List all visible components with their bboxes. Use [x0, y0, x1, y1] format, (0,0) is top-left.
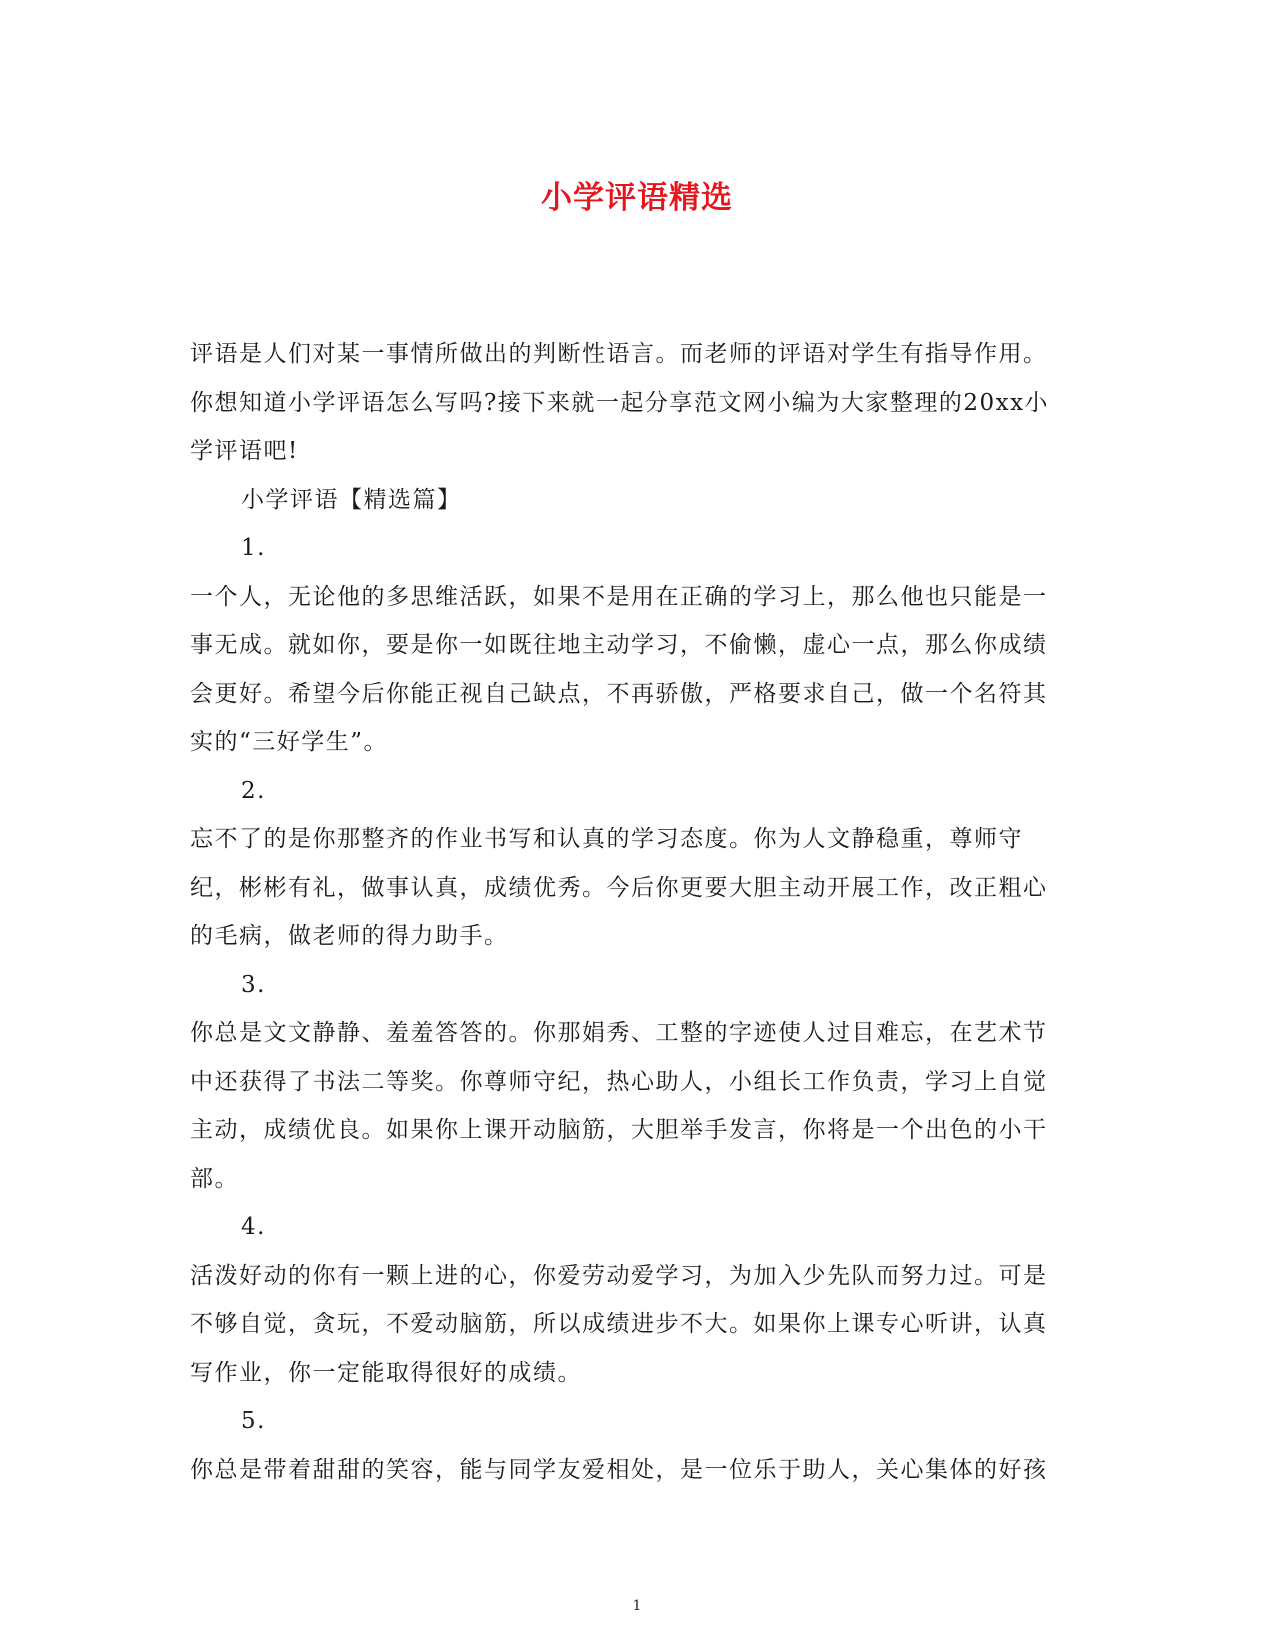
item-number-4: 4. [241, 1214, 266, 1240]
item-number-2: 2. [241, 777, 266, 804]
item-text-3: 你总是文文静静、羞羞答答的。你那娟秀、工整的字迹使人过目难忘，在艺术节中还获得了书法二等奖。你尊师守纪，热心助人，小组长工作负责，学习上自觉主动，成绩优良。如果你上课开动脑筋，大胆举手发言，你将是一个出色的小干部。 [190, 1020, 1048, 1192]
page-number: 1 [632, 1598, 642, 1614]
item-number-1: 1. [241, 535, 266, 561]
item-text-2: 忘不了的是你那整齐的作业书写和认真的学习态度。你为人文静稳重，尊师守纪，彬彬有礼，做事认真，成绩优秀。今后你更要大胆主动开展工作，改正粗心的毛病，做老师的得力助手。 [190, 826, 1048, 949]
page-title: 小学评语精选 [541, 180, 733, 216]
item-text-4: 活泼好动的你有一颗上进的心，你爱劳动爱学习，为加入少先队而努力过。可是不够自觉，贪玩，不爱动脑筋，所以成绩进步不大。如果你上课专心听讲，认真写作业，你一定能取得很好的成绩。 [190, 1262, 1048, 1386]
document-body [190, 330, 1070, 1494]
item-text-5: 你总是带着甜甜的笑容，能与同学友爱相处，是一位乐于助人，关心集体的好孩 [190, 1456, 1048, 1483]
intro-paragraph: 评语是人们对某一事情所做出的判断性语言。而老师的评语对学生有指导作用。你想知道小学评语怎么写吗?接下来就一起分享范文网小编为大家整理的20xx小学评语吧! [190, 341, 1050, 464]
section-heading: 小学评语【精选篇】 [241, 486, 462, 513]
item-number-5: 5. [241, 1408, 266, 1434]
item-number-3: 3. [241, 971, 266, 998]
item-text-1: 一个人，无论他的多思维活跃，如果不是用在正确的学习上，那么他也只能是一事无成。就如你，要是你一如既往地主动学习，不偷懒，虚心一点，那么你成绩会更好。希望今后你能正视自己缺点，不再骄傲，严格要求自己，做一个名符其实的“三好学生”。 [190, 583, 1048, 755]
